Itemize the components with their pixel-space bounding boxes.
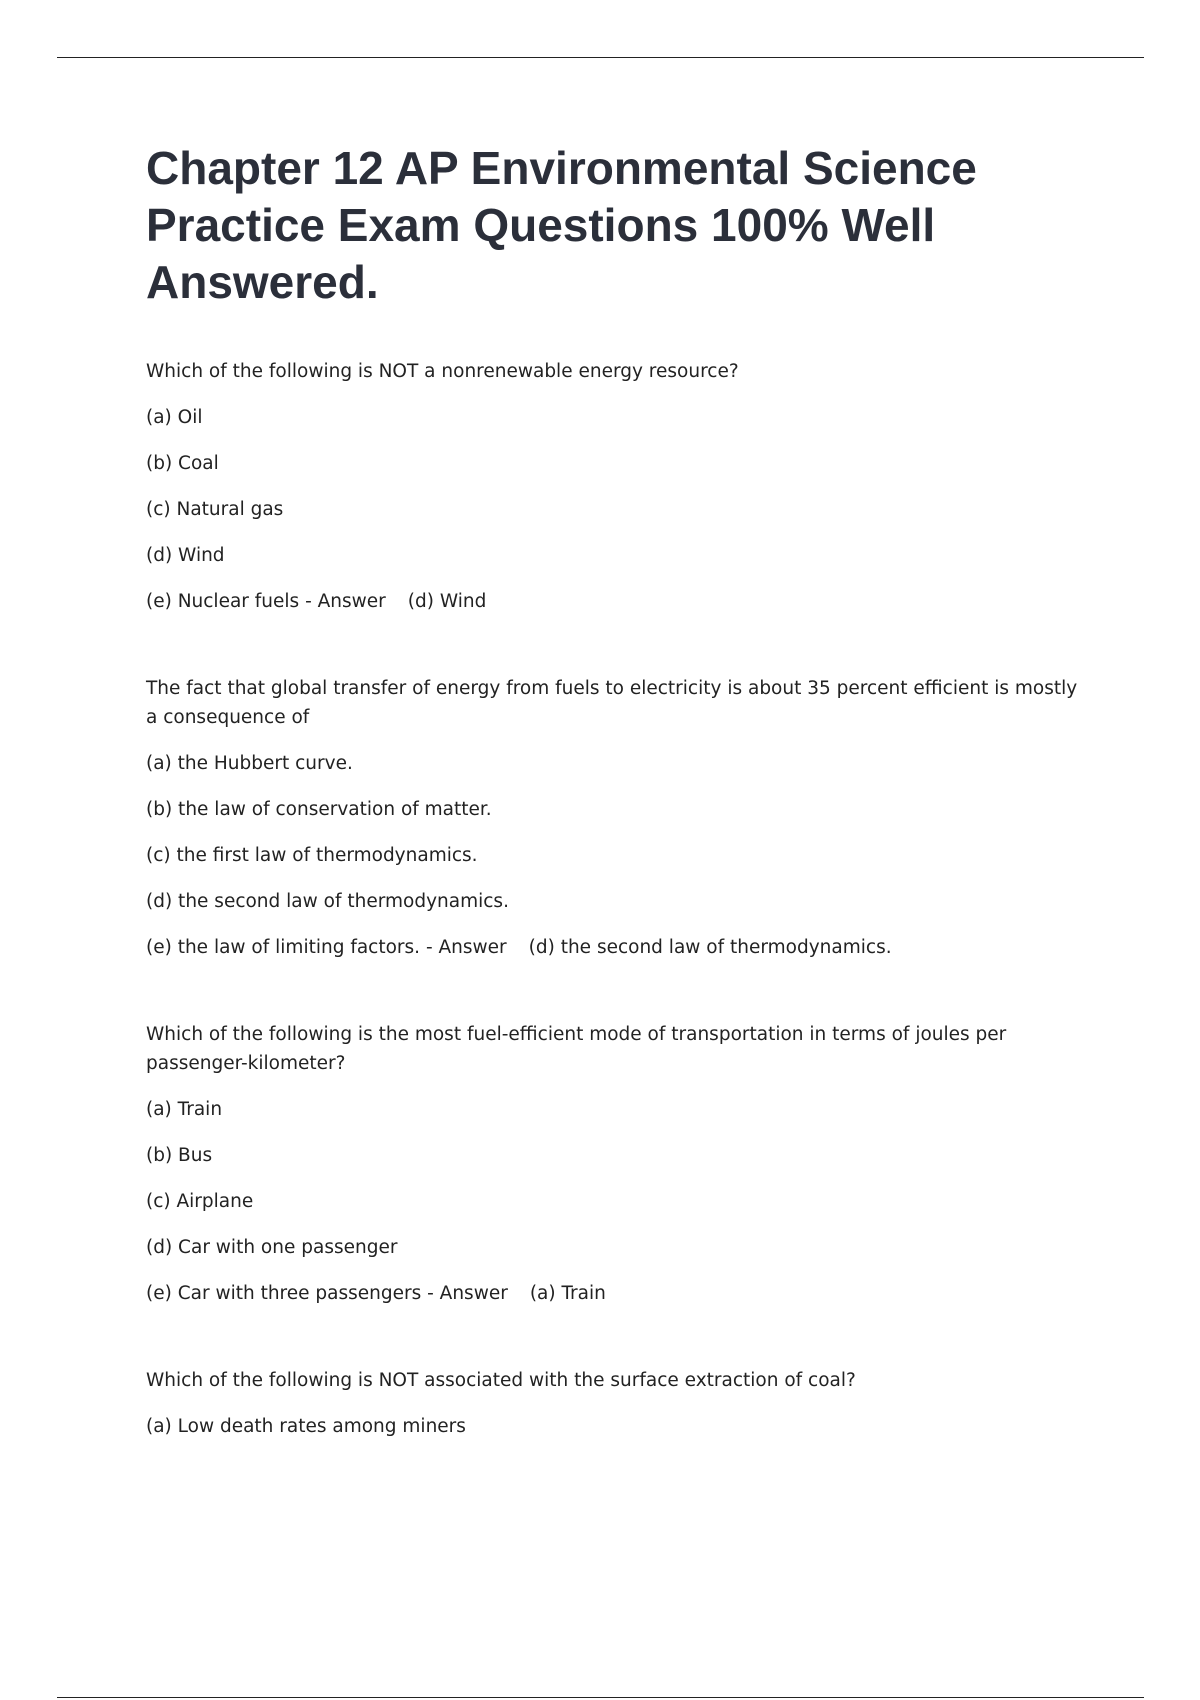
answer-option: (a) the Hubbert curve. xyxy=(146,753,353,774)
question-block xyxy=(146,1020,1086,1308)
answer-option-text: (e) Nuclear fuels xyxy=(146,591,300,612)
correct-answer: (d) Wind xyxy=(407,591,487,612)
correct-answer: (a) Train xyxy=(529,1283,606,1304)
answer-option: (c) Natural gas xyxy=(146,499,284,520)
question-text: Which of the following is NOT a nonrenewable energy resource? xyxy=(146,361,739,382)
answer-option: (d) the second law of thermodynamics. xyxy=(146,891,509,912)
answer-option: (d) Wind xyxy=(146,545,225,566)
answer-option: (a) Train xyxy=(146,1099,223,1120)
answer-label: - Answer xyxy=(425,937,507,958)
answer-option: (a) Low death rates among miners xyxy=(146,1416,466,1437)
answer-option: (b) Coal xyxy=(146,453,219,474)
answer-option-text: (e) Car with three passengers xyxy=(146,1283,422,1304)
answer-option: (b) Bus xyxy=(146,1145,213,1166)
correct-answer: (d) the second law of thermodynamics. xyxy=(528,937,892,958)
answer-option: (c) the first law of thermodynamics. xyxy=(146,845,478,866)
answer-option: (c) Airplane xyxy=(146,1191,254,1212)
question-block xyxy=(146,357,1086,616)
question-text: The fact that global transfer of energy from fuels to electricity is about 35 percent efficient is mostly a consequence of xyxy=(146,678,1078,728)
answer-label: - Answer xyxy=(427,1283,508,1304)
question-block xyxy=(146,1366,1086,1441)
answer-option: (d) Car with one passenger xyxy=(146,1237,398,1258)
question-text: Which of the following is NOT associated with the surface extraction of coal? xyxy=(146,1370,856,1391)
question-text: Which of the following is the most fuel-efficient mode of transportation in terms of joules per passenger-kilometer? xyxy=(146,1024,1007,1074)
answer-option: (b) the law of conservation of matter. xyxy=(146,799,492,820)
question-block xyxy=(146,674,1086,962)
answer-option: (a) Oil xyxy=(146,407,203,428)
document-title: Chapter 12 AP Environmental Science Practice Exam Questions 100% Well Answered. xyxy=(146,142,977,308)
top-rule xyxy=(57,57,1144,58)
answer-option-with-answer xyxy=(146,933,1086,962)
document-body xyxy=(146,140,1086,1441)
answer-option-text: (e) the law of limiting factors. xyxy=(146,937,421,958)
answer-option-with-answer xyxy=(146,587,1086,616)
answer-option-with-answer xyxy=(146,1279,1086,1308)
answer-label: - Answer xyxy=(305,591,386,612)
bottom-rule xyxy=(57,1697,1144,1698)
